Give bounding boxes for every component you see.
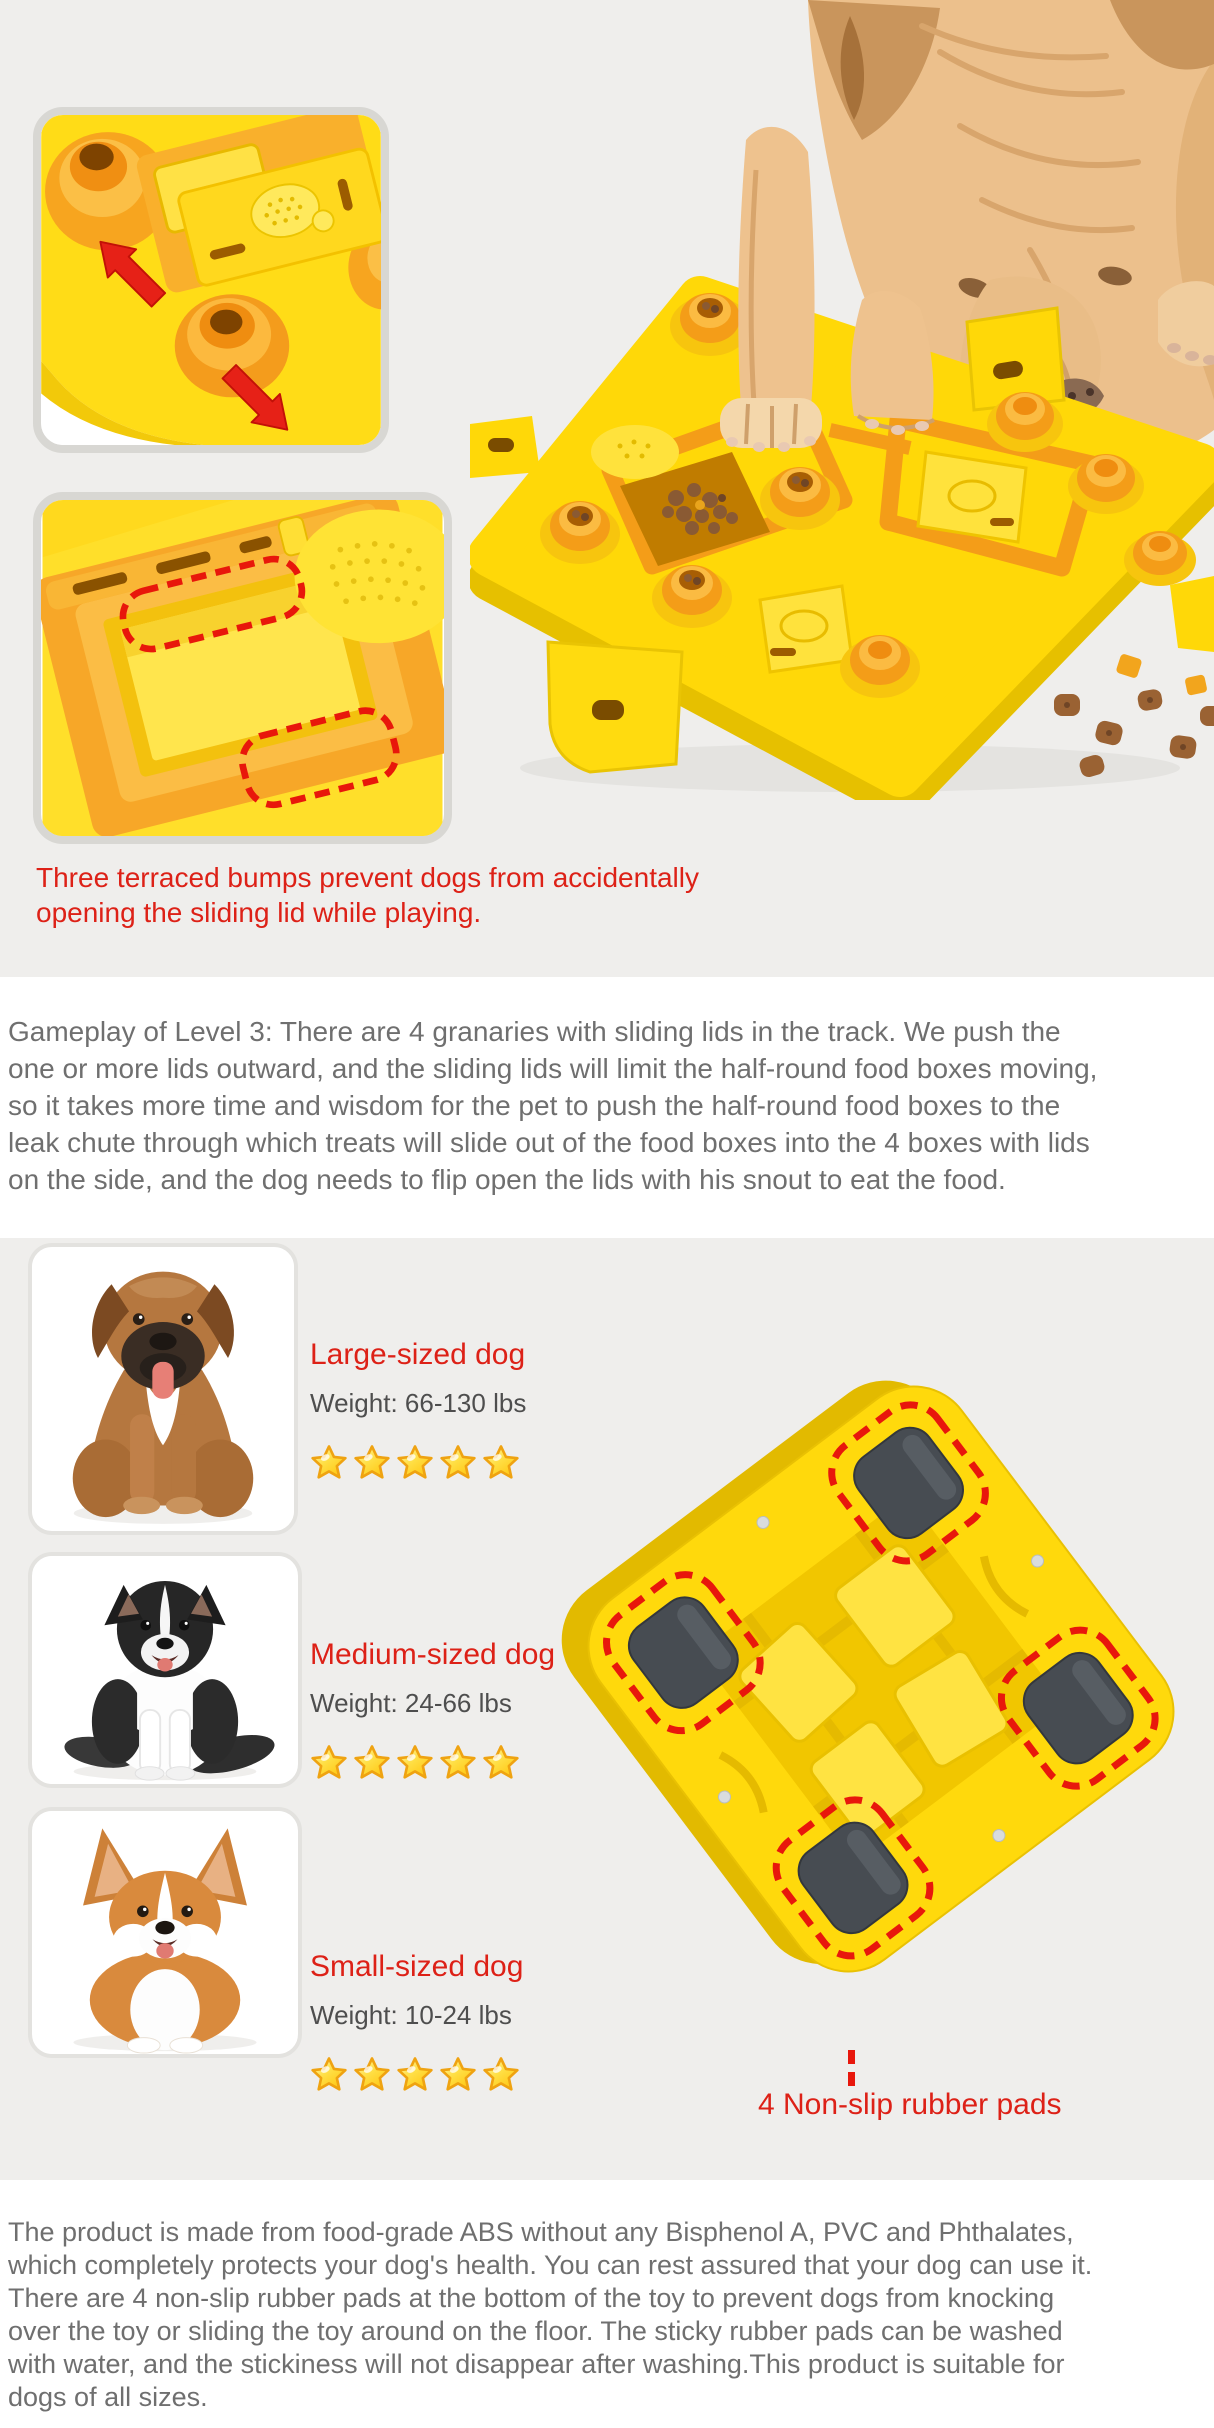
gameplay-paragraph <box>8 1013 1210 1198</box>
toy-bottom-image <box>545 1353 1214 2055</box>
medium-dog-title: Medium-sized dog <box>310 1638 556 1671</box>
dog-playing-image <box>470 0 1214 800</box>
medium-dog-photo-card <box>28 1552 302 1788</box>
section-size-guide <box>0 1238 1214 2180</box>
small-dog-star-rating <box>310 2054 690 2094</box>
material-paragraph <box>8 2216 1210 2414</box>
section-gameplay-text <box>0 977 1214 1238</box>
sliding-lid-closeup-image <box>41 115 381 445</box>
terraced-bumps-closeup-image <box>41 500 444 836</box>
text-line: The product is made from food-grade ABS without any Bisphenol A, PVC and Phthalates, <box>8 2217 1074 2247</box>
text-line: which completely protects your dog's health. You can rest assured that your dog can use it. <box>8 2250 1093 2280</box>
text-line: so it takes more time and wisdom for the pet to push the half-round food boxes to the <box>8 1090 1061 1121</box>
small-dog-weight: Weight: 10-24 lbs <box>310 2000 512 2030</box>
section-material-text <box>0 2180 1214 2428</box>
boxer-dog-image <box>32 1247 294 1531</box>
border-collie-image <box>32 1556 298 1784</box>
text-line: leak chute through which treats will slide out of the food boxes into the 4 boxes with lids <box>8 1127 1090 1158</box>
star-icon <box>482 1744 520 1781</box>
text-line: There are 4 non-slip rubber pads at the bottom of the toy to prevent dogs from knocking <box>8 2283 1055 2313</box>
text-line: opening the sliding lid while playing. <box>36 897 482 928</box>
text-line: dogs of all sizes. <box>8 2382 208 2412</box>
terraced-bumps-caption <box>36 860 826 930</box>
text-line: on the side, and the dog needs to flip open the lids with his snout to eat the food. <box>8 1164 1006 1195</box>
star-icon <box>310 2056 348 2093</box>
star-icon <box>310 1444 348 1481</box>
dog-playing-photo <box>470 0 1214 800</box>
large-dog-weight: Weight: 66-130 lbs <box>310 1388 527 1418</box>
star-icon <box>310 1744 348 1781</box>
large-dog-title: Large-sized dog <box>310 1338 526 1371</box>
pads-pointer-line <box>848 2050 855 2086</box>
text-line: over the toy or sliding the toy around on the floor. The sticky rubber pads can be washed <box>8 2316 1063 2346</box>
text-line: with water, and the stickiness will not disappear after washing.This product is suitable for <box>8 2349 1065 2379</box>
toy-bottom-photo <box>545 1353 1214 2055</box>
large-dog-photo-card <box>28 1243 298 1535</box>
star-icon <box>353 2056 391 2093</box>
star-icon <box>482 2056 520 2093</box>
text-line: Three terraced bumps prevent dogs from accidentally <box>36 862 699 893</box>
text-line: Gameplay of Level 3: There are 4 granaries with sliding lids in the track. We push the <box>8 1016 1061 1047</box>
sliding-lid-closeup-card <box>33 107 389 453</box>
star-icon <box>353 1744 391 1781</box>
terraced-bumps-closeup-card <box>33 492 452 844</box>
medium-dog-weight: Weight: 24-66 lbs <box>310 1688 512 1718</box>
star-icon <box>396 2056 434 2093</box>
rubber-pads-label: 4 Non-slip rubber pads <box>758 2088 1062 2121</box>
small-dog-photo-card <box>28 1807 302 2058</box>
star-icon <box>482 1444 520 1481</box>
small-dog-title: Small-sized dog <box>310 1950 524 1983</box>
corgi-dog-image <box>32 1811 298 2054</box>
star-icon <box>353 1444 391 1481</box>
text-line: one or more lids outward, and the sliding lids will limit the half-round food boxes moving, <box>8 1053 1098 1084</box>
star-icon <box>396 1444 434 1481</box>
star-icon <box>439 2056 477 2093</box>
star-icon <box>439 1444 477 1481</box>
star-icon <box>396 1744 434 1781</box>
star-icon <box>439 1744 477 1781</box>
section-sliding-lid <box>0 0 1214 977</box>
